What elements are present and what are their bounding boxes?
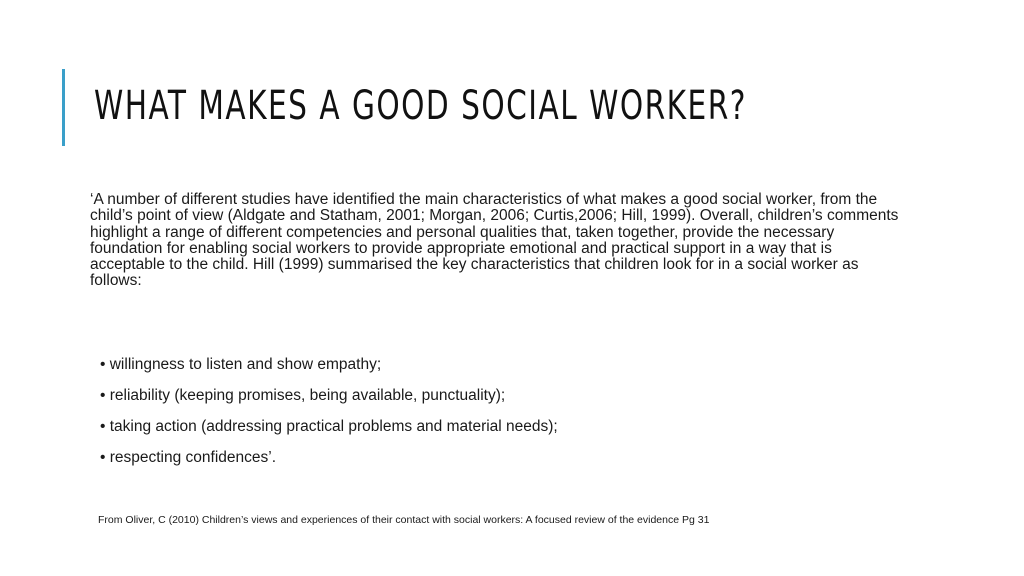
list-item: • taking action (addressing practical problems and material needs); <box>100 418 558 435</box>
slide-title: WHAT MAKES A GOOD SOCIAL WORKER? <box>94 83 747 129</box>
characteristics-list <box>100 353 558 477</box>
list-item: • reliability (keeping promises, being available, punctuality); <box>100 387 506 404</box>
source-citation: From Oliver, C (2010) Children’s views and experiences of their contact with social workers: A focused review of the evidence Pg 31 <box>98 514 710 526</box>
title-accent-bar <box>62 69 65 146</box>
list-item: • willingness to listen and show empathy; <box>100 356 382 373</box>
list-item: • respecting confidences’. <box>100 449 277 466</box>
quote-paragraph: ‘A number of different studies have identified the main characteristics of what makes a good social worker, from the child’s point of view (Aldgate and Statham, 2001; Morgan, 2006; Curtis,2006; Hill, 1999). Overall, children’s comments highlight a range of different competencies and personal qualities that, taken together, provide the necessary foundation for enabling social workers to provide appropriate emotional and practical support in a way that is acceptable to the child. Hill (1999) summarised the key characteristics that children look for in a social worker as follows: <box>90 191 899 290</box>
